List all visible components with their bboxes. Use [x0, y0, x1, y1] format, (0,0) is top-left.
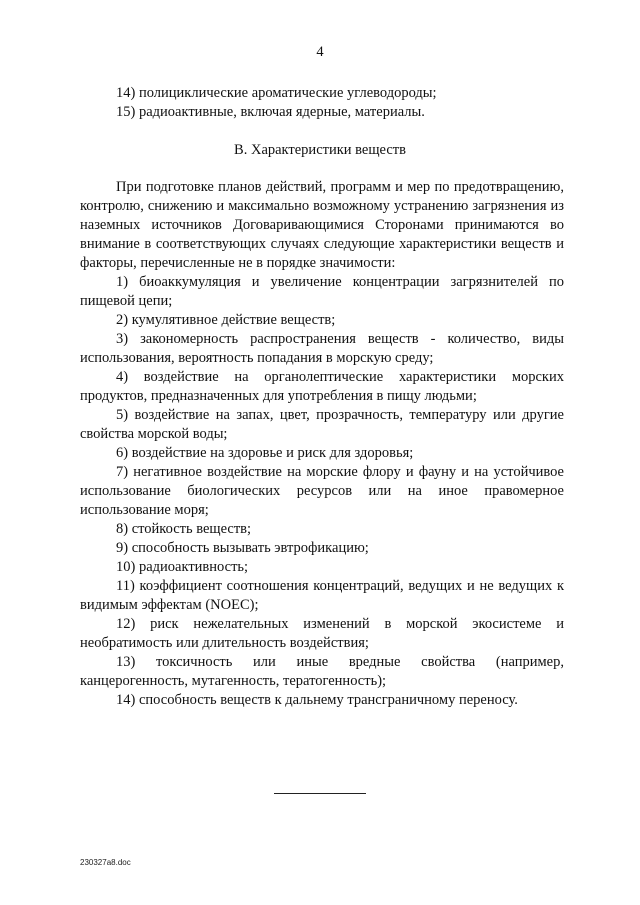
list-item: 14) полициклические ароматические углеводороды;: [116, 85, 437, 101]
characteristic-item: 9) способность вызывать эвтрофикацию;: [116, 540, 369, 556]
characteristic-item: 5) воздействие на запах, цвет, прозрачность, температуру или другие свойства морской воды;: [80, 407, 564, 442]
section-heading: В. Характеристики веществ: [234, 142, 406, 158]
characteristic-item: 8) стойкость веществ;: [116, 521, 252, 537]
characteristic-item: 6) воздействие на здоровье и риск для здоровья;: [116, 445, 414, 461]
characteristic-item: 2) кумулятивное действие веществ;: [116, 312, 336, 328]
characteristic-item: 10) радиоактивность;: [116, 559, 249, 575]
characteristic-item: 3) закономерность распространения веществ - количество, виды использования, вероятность попадания в морскую среду;: [80, 331, 564, 366]
characteristics-section: [80, 178, 564, 710]
characteristic-item: 1) биоаккумуляция и увеличение концентрации загрязнителей по пищевой цепи;: [80, 274, 564, 309]
page-number: 4: [316, 44, 324, 60]
top-list: [80, 84, 564, 122]
characteristic-item: 4) воздействие на органолептические характеристики морских продуктов, предназначенных для употребления в пищу людьми;: [80, 369, 564, 404]
intro-paragraph: При подготовке планов действий, программ и мер по предотвращению, контролю, снижению и максимально возможному устранению загрязнения из наземных источников Договаривающимися Сторонами принимаются во внимание в соответствующих случаях следующие характеристики веществ и факторы, перечисленные не в порядке значимости:: [80, 179, 564, 271]
characteristic-item: 12) риск нежелательных изменений в морской экосистеме и необратимость или длительность воздействия;: [80, 616, 564, 651]
list-item: 15) радиоактивные, включая ядерные, материалы.: [116, 104, 425, 120]
characteristic-item: 14) способность веществ к дальнему трансграничному переносу.: [116, 692, 518, 708]
file-name-footer: 230327a8.doc: [80, 858, 131, 867]
characteristic-item: 13) токсичность или иные вредные свойства (например, канцерогенность, мутагенность, тератогенность);: [80, 654, 564, 689]
characteristic-item: 7) негативное воздействие на морские флору и фауну и на устойчивое использование биологических ресурсов или на иное правомерное использование моря;: [80, 464, 564, 518]
end-divider: [274, 793, 366, 794]
characteristic-item: 11) коэффициент соотношения концентраций, ведущих и не ведущих к видимым эффектам (NOEC);: [80, 578, 564, 613]
